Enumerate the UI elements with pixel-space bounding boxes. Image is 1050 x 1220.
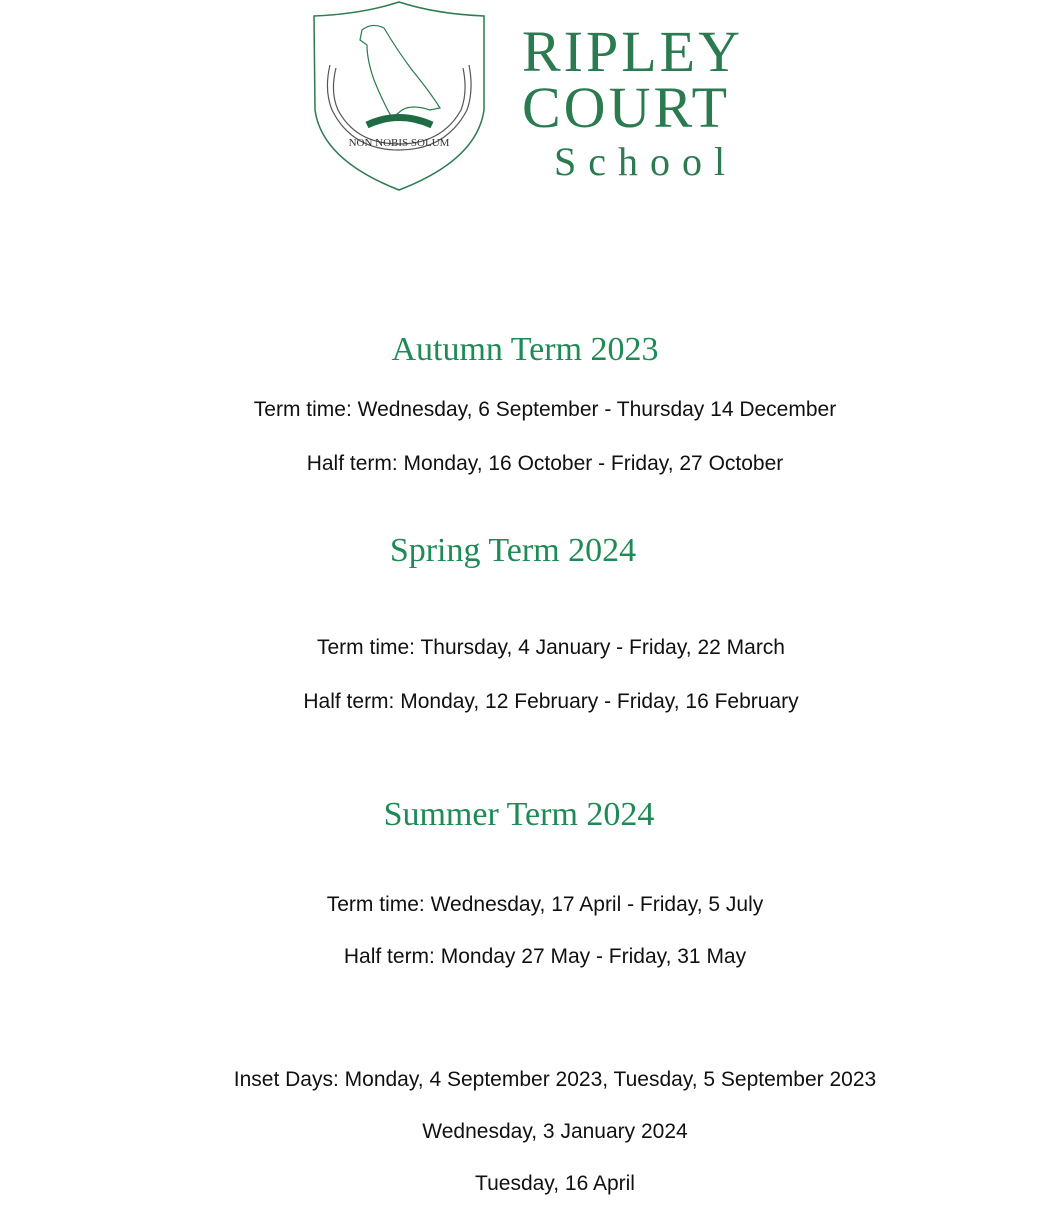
crest-icon [312,0,487,192]
autumn-heading: Autumn Term 2023 [391,331,659,368]
summer-heading: Summer Term 2024 [383,796,655,833]
autumn-term-time: Term time: Wednesday, 6 September - Thursday 14 December [253,398,837,421]
spring-half-term: Half term: Monday, 12 February - Friday, 16 February [303,690,799,713]
summer-half-term: Half term: Monday 27 May - Friday, 31 May [343,945,747,968]
inset-days-line3: Tuesday, 16 April [475,1172,635,1195]
logo-ripley: RIPLEY [522,19,743,84]
inset-days-line1: Inset Days: Monday, 4 September 2023, Tuesday, 5 September 2023 [233,1068,877,1091]
logo-court: COURT [522,75,731,140]
inset-days-line2: Wednesday, 3 January 2024 [422,1120,688,1143]
logo-school: School [554,139,738,184]
spring-term-time: Term time: Thursday, 4 January - Friday, 22 March [317,636,785,659]
school-logo [312,0,782,195]
summer-term-time: Term time: Wednesday, 17 April - Friday, 5 July [326,893,764,916]
spring-heading: Spring Term 2024 [389,532,637,569]
autumn-half-term: Half term: Monday, 16 October - Friday, 27 October [306,452,784,475]
motto-text: NON NOBIS SOLUM [348,137,450,149]
